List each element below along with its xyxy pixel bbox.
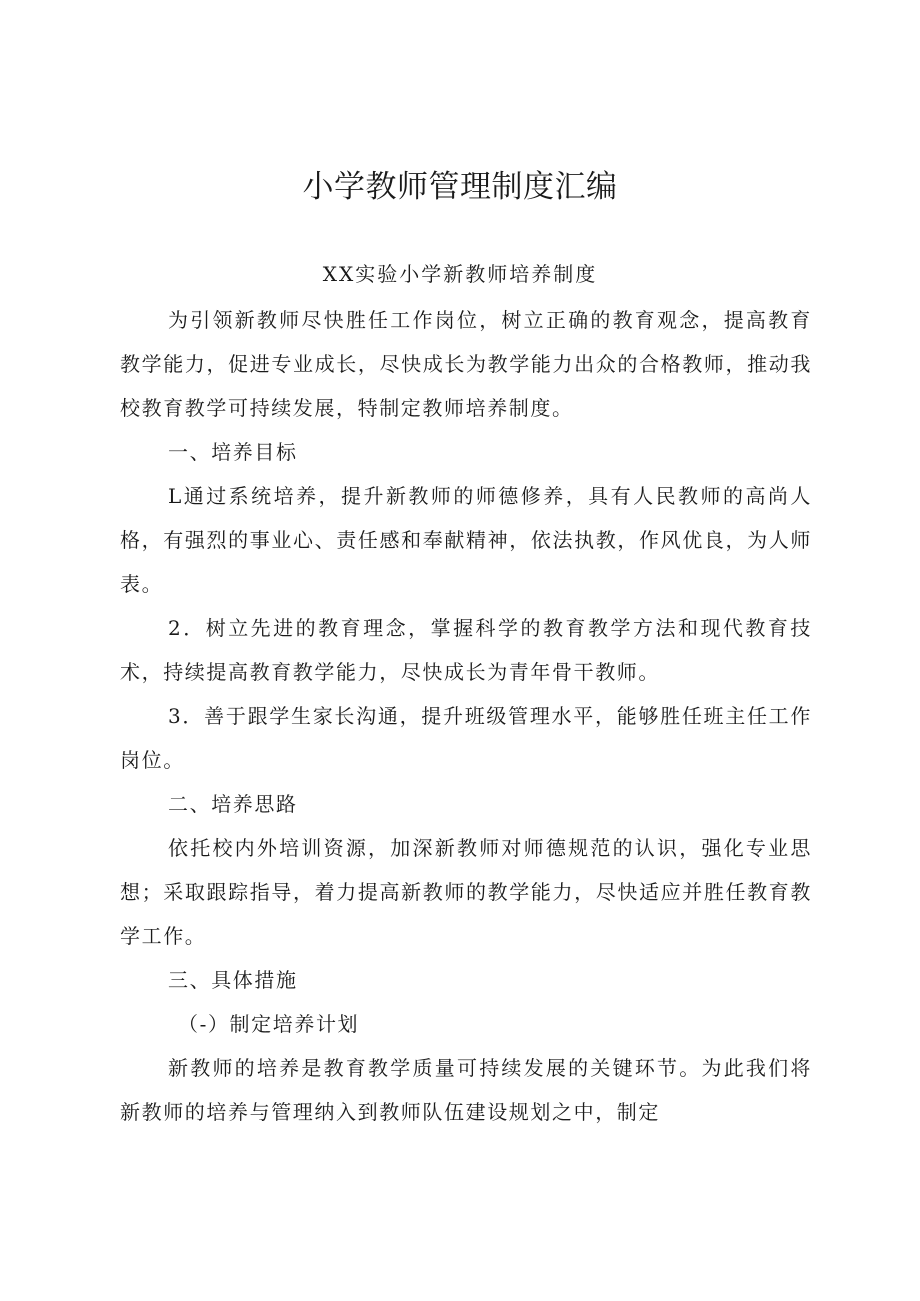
intro-paragraph: 为引领新教师尽快胜任工作岗位，树立正确的教育观念，提高教育教学能力，促进专业成长，尽快成长为教学能力出众的合格教师，推动我校教育教学可持续发展，特制定教师培养制度。 <box>120 308 812 420</box>
section-heading-measures: 三、具体措施 <box>168 968 298 992</box>
subsection-heading-plan: （-）制定培养计划 <box>178 1012 360 1036</box>
section-heading-approach: 二、培养思路 <box>168 792 298 816</box>
goal-item-2: 2．树立先进的教育理念，掌握科学的教育教学方法和现代教育技术，持续提高教育教学能力，尽快成长为青年骨干教师。 <box>120 616 812 684</box>
document-title: 小学教师管理制度汇编 <box>302 169 618 205</box>
goal-item-3: 3．善于跟学生家长沟通，提升班级管理水平，能够胜任班主任工作岗位。 <box>120 704 812 772</box>
approach-paragraph: 依托校内外培训资源，加深新教师对师德规范的认识，强化专业思想；采取跟踪指导，着力提高新教师的教学能力，尽快适应并胜任教育教学工作。 <box>120 836 812 948</box>
section-heading-goals: 一、培养目标 <box>168 440 298 464</box>
goal-item-1: L通过系统培养，提升新教师的师德修养，具有人民教师的高尚人格，有强烈的事业心、责任感和奉献精神，依法执教，作风优良，为人师表。 <box>120 484 812 596</box>
document-subtitle: XX实验小学新教师培养制度 <box>322 262 598 286</box>
document-body <box>120 298 812 1134</box>
plan-paragraph: 新教师的培养是教育教学质量可持续发展的关键环节。为此我们将新教师的培养与管理纳入到教师队伍建设规划之中，制定 <box>120 1056 812 1124</box>
